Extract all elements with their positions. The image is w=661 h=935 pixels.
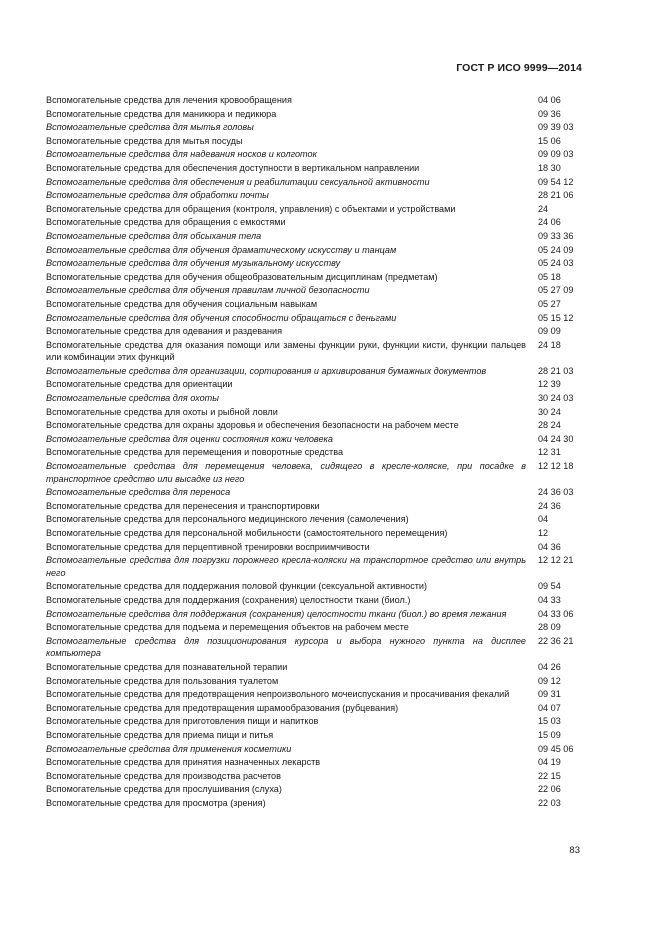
index-entry bbox=[46, 688, 586, 701]
entry-code: 12 12 21 bbox=[538, 555, 574, 566]
index-entry bbox=[46, 580, 586, 593]
entry-code: 04 36 bbox=[538, 541, 561, 552]
entry-code: 09 39 03 bbox=[538, 122, 574, 133]
entry-code: 04 bbox=[538, 514, 549, 525]
entry-term: Вспомогательные средства для обучения музыкальному искусству bbox=[46, 258, 341, 269]
index-entry bbox=[46, 339, 586, 364]
index-entry bbox=[46, 460, 586, 485]
index-entry bbox=[46, 230, 586, 243]
entry-code: 24 36 bbox=[538, 500, 561, 511]
index-entry bbox=[46, 608, 586, 621]
index-entry bbox=[46, 176, 586, 189]
entry-code: 12 39 bbox=[538, 379, 561, 390]
entry-code: 04 07 bbox=[538, 702, 561, 713]
entry-code: 04 19 bbox=[538, 757, 561, 768]
entry-code: 12 12 18 bbox=[538, 461, 574, 472]
page-number: 83 bbox=[569, 845, 580, 856]
entry-code: 22 06 bbox=[538, 784, 561, 795]
entry-term: Вспомогательные средства для пользования туалетом bbox=[46, 675, 279, 686]
entry-term: Вспомогательные средства для переноса bbox=[46, 487, 231, 498]
index-entry bbox=[46, 729, 586, 742]
index-entry bbox=[46, 365, 586, 378]
entry-term: Вспомогательные средства для охраны здоровья и обеспечения безопасности на рабочем месте bbox=[46, 420, 459, 431]
index-entry bbox=[46, 661, 586, 674]
index-entry bbox=[46, 500, 586, 513]
entry-term: Вспомогательные средства для мытья головы bbox=[46, 122, 254, 133]
entry-term: Вспомогательные средства для подъема и перемещения объектов на рабочем месте bbox=[46, 622, 409, 633]
index-entry bbox=[46, 743, 586, 756]
entry-code: 04 33 bbox=[538, 594, 561, 605]
entry-term: Вспомогательные средства для мытья посуды bbox=[46, 135, 243, 146]
entry-term: Вспомогательные средства для персонального медицинского лечения (самолечения) bbox=[46, 514, 409, 525]
index-entry bbox=[46, 433, 586, 446]
entry-code: 09 54 bbox=[538, 581, 561, 592]
index-entry bbox=[46, 783, 586, 796]
index-entry bbox=[46, 312, 586, 325]
entry-term: Вспомогательные средства для обработки почты bbox=[46, 190, 269, 201]
entry-term: Вспомогательные средства для оценки состояния кожи человека bbox=[46, 433, 333, 444]
entry-code: 04 26 bbox=[538, 661, 561, 672]
document-header: ГОСТ Р ИСО 9999—2014 bbox=[456, 62, 582, 74]
index-entry bbox=[46, 148, 586, 161]
entry-term: Вспомогательные средства для охоты и рыбной ловли bbox=[46, 406, 278, 417]
entry-term: Вспомогательные средства для поддержания (сохранения) целостности ткани (биол.) во время лежания bbox=[46, 608, 507, 619]
entry-code: 22 36 21 bbox=[538, 635, 574, 646]
index-entry bbox=[46, 94, 586, 107]
entry-code: 09 09 03 bbox=[538, 149, 574, 160]
entry-term: Вспомогательные средства для просмотра (зрения) bbox=[46, 797, 266, 808]
entry-term: Вспомогательные средства для перемещения человека, сидящего в кресле-коляске, при посадке в транспортное средство или высадке из него bbox=[46, 461, 526, 484]
entry-term: Вспомогательные средства для персональной мобильности (самостоятельного перемещения) bbox=[46, 528, 448, 538]
index-entry bbox=[46, 189, 586, 202]
index-entry bbox=[46, 135, 586, 148]
entry-term: Вспомогательные средства для приема пищи и питья bbox=[46, 729, 274, 740]
entry-code: 05 24 09 bbox=[538, 244, 574, 255]
index-entry bbox=[46, 486, 586, 499]
entry-term: Вспомогательные средства для обучения драматическому искусству и танцам bbox=[46, 244, 397, 255]
entry-term: Вспомогательные средства для поддержания половой функции (сексуальной активности) bbox=[46, 581, 428, 592]
index-entry bbox=[46, 541, 586, 554]
index-entry bbox=[46, 378, 586, 391]
entry-term: Вспомогательные средства для обучения общеобразовательным дисциплинам (предметам) bbox=[46, 271, 438, 282]
entry-code: 09 09 bbox=[538, 326, 561, 337]
entry-code: 04 33 06 bbox=[538, 608, 574, 619]
entry-term: Вспомогательные средства для обучения правилам личной безопасности bbox=[46, 285, 370, 296]
entry-code: 05 27 bbox=[538, 298, 561, 309]
entry-term: Вспомогательные средства для прослушивания (слуха) bbox=[46, 784, 282, 795]
entry-term: Вспомогательные средства для позиционирования курсора и выбора нужного пункта на дисплее компьютера bbox=[46, 635, 526, 659]
entry-term: Вспомогательные средства для обсыхания тела bbox=[46, 230, 262, 241]
entry-term: Вспомогательные средства для поддержания (сохранения) целостности ткани (биол.) bbox=[46, 594, 411, 605]
entry-code: 24 36 03 bbox=[538, 487, 574, 498]
index-entry bbox=[46, 284, 586, 297]
entry-code: 09 31 bbox=[538, 689, 561, 700]
entry-term: Вспомогательные средства для маникюра и педикюра bbox=[46, 108, 277, 119]
entry-term: Вспомогательные средства для лечения кровообращения bbox=[46, 95, 292, 105]
index-entry bbox=[46, 635, 586, 660]
entry-term: Вспомогательные средства для предотвращения непроизвольного мочеиспускания и просачивания фекалий bbox=[46, 689, 510, 700]
index-entry bbox=[46, 797, 586, 810]
entry-code: 28 21 06 bbox=[538, 190, 574, 201]
index-entry bbox=[46, 108, 586, 121]
entry-code: 28 09 bbox=[538, 622, 561, 633]
entry-code: 28 24 bbox=[538, 420, 561, 431]
index-entry bbox=[46, 446, 586, 459]
entry-term: Вспомогательные средства для обеспечения и реабилитации сексуальной активности bbox=[46, 176, 430, 187]
entry-term: Вспомогательные средства для охоты bbox=[46, 393, 219, 404]
entry-term: Вспомогательные средства для перцептивной тренировки восприимчивости bbox=[46, 541, 370, 552]
index-entry bbox=[46, 594, 586, 607]
entry-code: 15 03 bbox=[538, 716, 561, 727]
entry-term: Вспомогательные средства для предотвращения шрамообразования (рубцевания) bbox=[46, 702, 399, 713]
entry-term: Вспомогательные средства для ориентации bbox=[46, 379, 233, 390]
entry-code: 24 bbox=[538, 203, 549, 214]
entry-term: Вспомогательные средства для применения косметики bbox=[46, 743, 292, 754]
entry-code: 04 06 bbox=[538, 95, 561, 105]
entry-code: 05 27 09 bbox=[538, 285, 574, 296]
entry-term: Вспомогательные средства для перенесения и транспортировки bbox=[46, 500, 320, 511]
entry-term: Вспомогательные средства для принятия назначенных лекарств bbox=[46, 757, 321, 768]
index-entry bbox=[46, 203, 586, 216]
index-entry bbox=[46, 298, 586, 311]
entry-term: Вспомогательные средства для надевания носков и колготок bbox=[46, 149, 317, 160]
index-entry bbox=[46, 527, 586, 540]
index-entry bbox=[46, 715, 586, 728]
entry-term: Вспомогательные средства для обучения социальным навыкам bbox=[46, 298, 318, 309]
entry-code: 09 36 bbox=[538, 108, 561, 119]
index-entry bbox=[46, 392, 586, 405]
entry-code: 05 18 bbox=[538, 271, 561, 282]
index-entry bbox=[46, 702, 586, 715]
entry-term: Вспомогательные средства для обращения с емкостями bbox=[46, 217, 286, 228]
entry-code: 05 15 12 bbox=[538, 312, 574, 323]
entry-code: 24 06 bbox=[538, 217, 561, 228]
entry-code: 09 12 bbox=[538, 675, 561, 686]
entry-code: 09 33 36 bbox=[538, 230, 574, 241]
index-entry bbox=[46, 244, 586, 257]
entry-code: 05 24 03 bbox=[538, 258, 574, 269]
entry-term: Вспомогательные средства для погрузки порожнего кресла-коляски на транспортное средство или внутрь него bbox=[46, 555, 526, 578]
index-entry bbox=[46, 325, 586, 338]
entry-code: 12 bbox=[538, 528, 549, 538]
index-entry bbox=[46, 406, 586, 419]
entry-code: 15 06 bbox=[538, 135, 561, 146]
entry-term: Вспомогательные средства для обращения (контроля, управления) с объектами и устройствами bbox=[46, 203, 456, 214]
index-entry bbox=[46, 162, 586, 175]
entry-term: Вспомогательные средства для одевания и раздевания bbox=[46, 326, 283, 337]
entry-term: Вспомогательные средства для познавательной терапии bbox=[46, 661, 288, 672]
index-entry bbox=[46, 257, 586, 270]
entry-term: Вспомогательные средства для обучения способности обращаться с деньгами bbox=[46, 312, 397, 323]
entry-code: 04 24 30 bbox=[538, 433, 574, 444]
entry-term: Вспомогательные средства для перемещения и поворотные средства bbox=[46, 447, 343, 458]
entry-code: 18 30 bbox=[538, 162, 561, 173]
index-entry bbox=[46, 756, 586, 769]
entry-term: Вспомогательные средства для производства расчетов bbox=[46, 770, 281, 781]
entry-code: 09 54 12 bbox=[538, 176, 574, 187]
index-entry bbox=[46, 121, 586, 134]
index-entry bbox=[46, 554, 586, 579]
index-entry bbox=[46, 770, 586, 783]
index-entry bbox=[46, 419, 586, 432]
index-entry bbox=[46, 513, 586, 526]
entry-code: 22 15 bbox=[538, 770, 561, 781]
index-entry bbox=[46, 216, 586, 229]
entry-term: Вспомогательные средства для обеспечения доступности в вертикальном направлении bbox=[46, 162, 420, 173]
entry-code: 24 18 bbox=[538, 339, 561, 350]
entry-code: 12 31 bbox=[538, 447, 561, 458]
entry-term: Вспомогательные средства для организации, сортирования и архивирования бумажных документов bbox=[46, 365, 487, 376]
entry-term: Вспомогательные средства для оказания помощи или замены функции руки, функции кисти, функции пальцев или комбинации этих функций bbox=[46, 339, 526, 363]
entry-code: 15 09 bbox=[538, 729, 561, 740]
index-list bbox=[46, 94, 586, 810]
index-entry bbox=[46, 621, 586, 634]
entry-code: 30 24 03 bbox=[538, 393, 574, 404]
index-entry bbox=[46, 675, 586, 688]
index-entry bbox=[46, 271, 586, 284]
entry-code: 30 24 bbox=[538, 406, 561, 417]
entry-code: 28 21 03 bbox=[538, 365, 574, 376]
entry-code: 09 45 06 bbox=[538, 743, 574, 754]
entry-term: Вспомогательные средства для приготовления пищи и напитков bbox=[46, 716, 319, 727]
entry-code: 22 03 bbox=[538, 797, 561, 808]
